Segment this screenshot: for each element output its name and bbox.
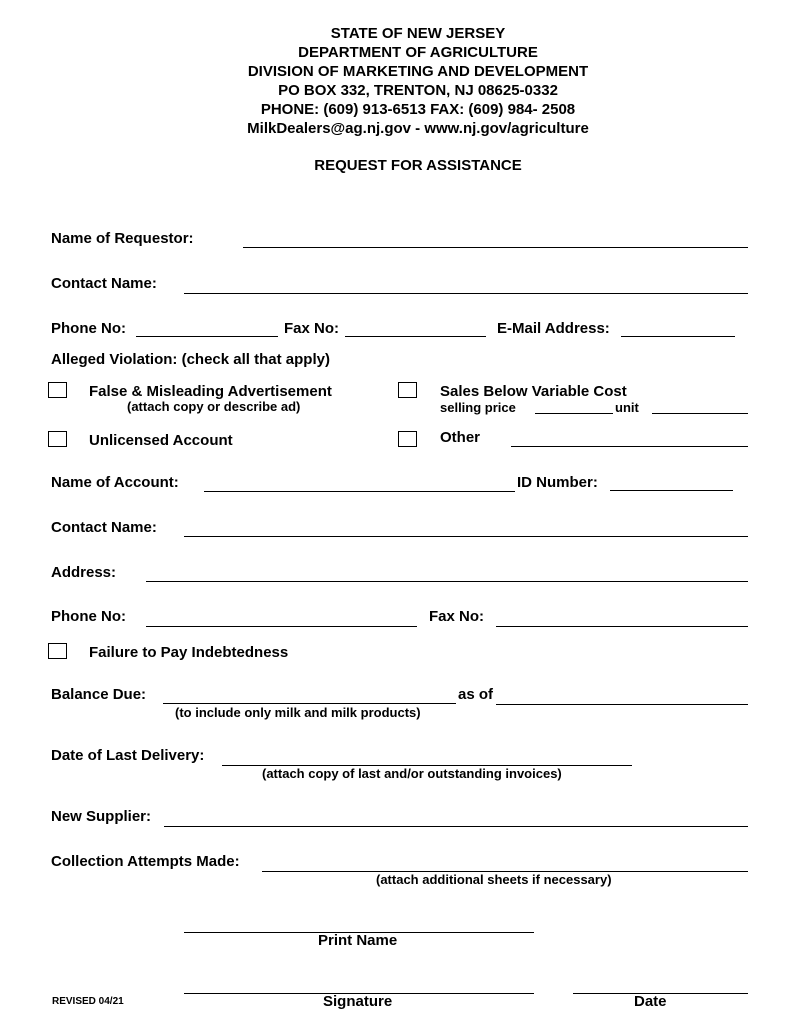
other-checkbox[interactable] xyxy=(398,431,417,447)
unit-field[interactable] xyxy=(652,413,748,414)
balance-due-note: (to include only milk and milk products) xyxy=(175,705,421,720)
account-fax-field[interactable] xyxy=(496,626,748,627)
false-ad-checkbox[interactable] xyxy=(48,382,67,398)
requestor-fax-field[interactable] xyxy=(345,336,486,337)
sales-below-cost-label: Sales Below Variable Cost xyxy=(440,383,627,400)
header-email-web: MilkDealers@ag.nj.gov - www.nj.gov/agriculture xyxy=(247,120,589,137)
collection-attempts-note: (attach additional sheets if necessary) xyxy=(376,872,612,887)
as-of-label: as of xyxy=(458,686,494,703)
selling-price-field[interactable] xyxy=(535,413,613,414)
new-supplier-field[interactable] xyxy=(164,826,748,827)
requestor-contact-label: Contact Name: xyxy=(51,275,157,292)
account-phone-field[interactable] xyxy=(146,626,417,627)
account-id-field[interactable] xyxy=(610,490,733,491)
unlicensed-account-checkbox[interactable] xyxy=(48,431,67,447)
failure-to-pay-label: Failure to Pay Indebtedness xyxy=(89,644,289,661)
revised-footer: REVISED 04/21 xyxy=(52,996,124,1007)
account-address-field[interactable] xyxy=(146,581,748,582)
header-phone-fax: PHONE: (609) 913-6513 FAX: (609) 984- 2508 xyxy=(260,101,576,118)
account-address-label: Address: xyxy=(51,564,117,581)
header-department: DEPARTMENT OF AGRICULTURE xyxy=(298,44,538,61)
account-fax-label: Fax No: xyxy=(429,608,485,625)
unit-label: unit xyxy=(615,400,639,415)
account-contact-field[interactable] xyxy=(184,536,748,537)
account-contact-label: Contact Name: xyxy=(51,519,157,536)
signature-label: Signature xyxy=(323,993,393,1010)
requestor-phone-field[interactable] xyxy=(136,336,278,337)
violation-heading: Alleged Violation: (check all that apply) xyxy=(51,351,330,368)
collection-attempts-label: Collection Attempts Made: xyxy=(51,853,240,870)
requestor-name-field[interactable] xyxy=(243,247,748,248)
requestor-contact-field[interactable] xyxy=(184,293,748,294)
other-field[interactable] xyxy=(511,446,748,447)
account-name-field[interactable] xyxy=(204,491,515,492)
header-division: DIVISION OF MARKETING AND DEVELOPMENT xyxy=(247,63,589,80)
false-ad-label: False & Misleading Advertisement xyxy=(89,383,332,400)
as-of-field[interactable] xyxy=(496,704,748,705)
other-label: Other xyxy=(440,429,481,446)
balance-due-field[interactable] xyxy=(163,703,456,704)
date-label: Date xyxy=(634,993,667,1010)
account-name-label: Name of Account: xyxy=(51,474,179,491)
requestor-email-label: E-Mail Address: xyxy=(497,320,610,337)
requestor-fax-label: Fax No: xyxy=(284,320,340,337)
failure-to-pay-checkbox[interactable] xyxy=(48,643,67,659)
new-supplier-label: New Supplier: xyxy=(51,808,152,825)
unlicensed-account-label: Unlicensed Account xyxy=(89,432,233,449)
print-name-label: Print Name xyxy=(318,932,398,949)
form-title: REQUEST FOR ASSISTANCE xyxy=(314,157,522,174)
header-state: STATE OF NEW JERSEY xyxy=(330,25,506,42)
balance-due-label: Balance Due: xyxy=(51,686,147,703)
last-delivery-note: (attach copy of last and/or outstanding invoices) xyxy=(262,766,562,781)
header-address: PO BOX 332, TRENTON, NJ 08625-0332 xyxy=(278,82,558,99)
selling-price-label: selling price xyxy=(440,400,516,415)
sales-below-cost-checkbox[interactable] xyxy=(398,382,417,398)
last-delivery-label: Date of Last Delivery: xyxy=(51,747,205,764)
account-id-label: ID Number: xyxy=(517,474,598,491)
requestor-email-field[interactable] xyxy=(621,336,735,337)
requestor-name-label: Name of Requestor: xyxy=(51,230,194,247)
false-ad-note: (attach copy or describe ad) xyxy=(127,399,301,414)
requestor-phone-label: Phone No: xyxy=(51,320,126,337)
account-phone-label: Phone No: xyxy=(51,608,126,625)
